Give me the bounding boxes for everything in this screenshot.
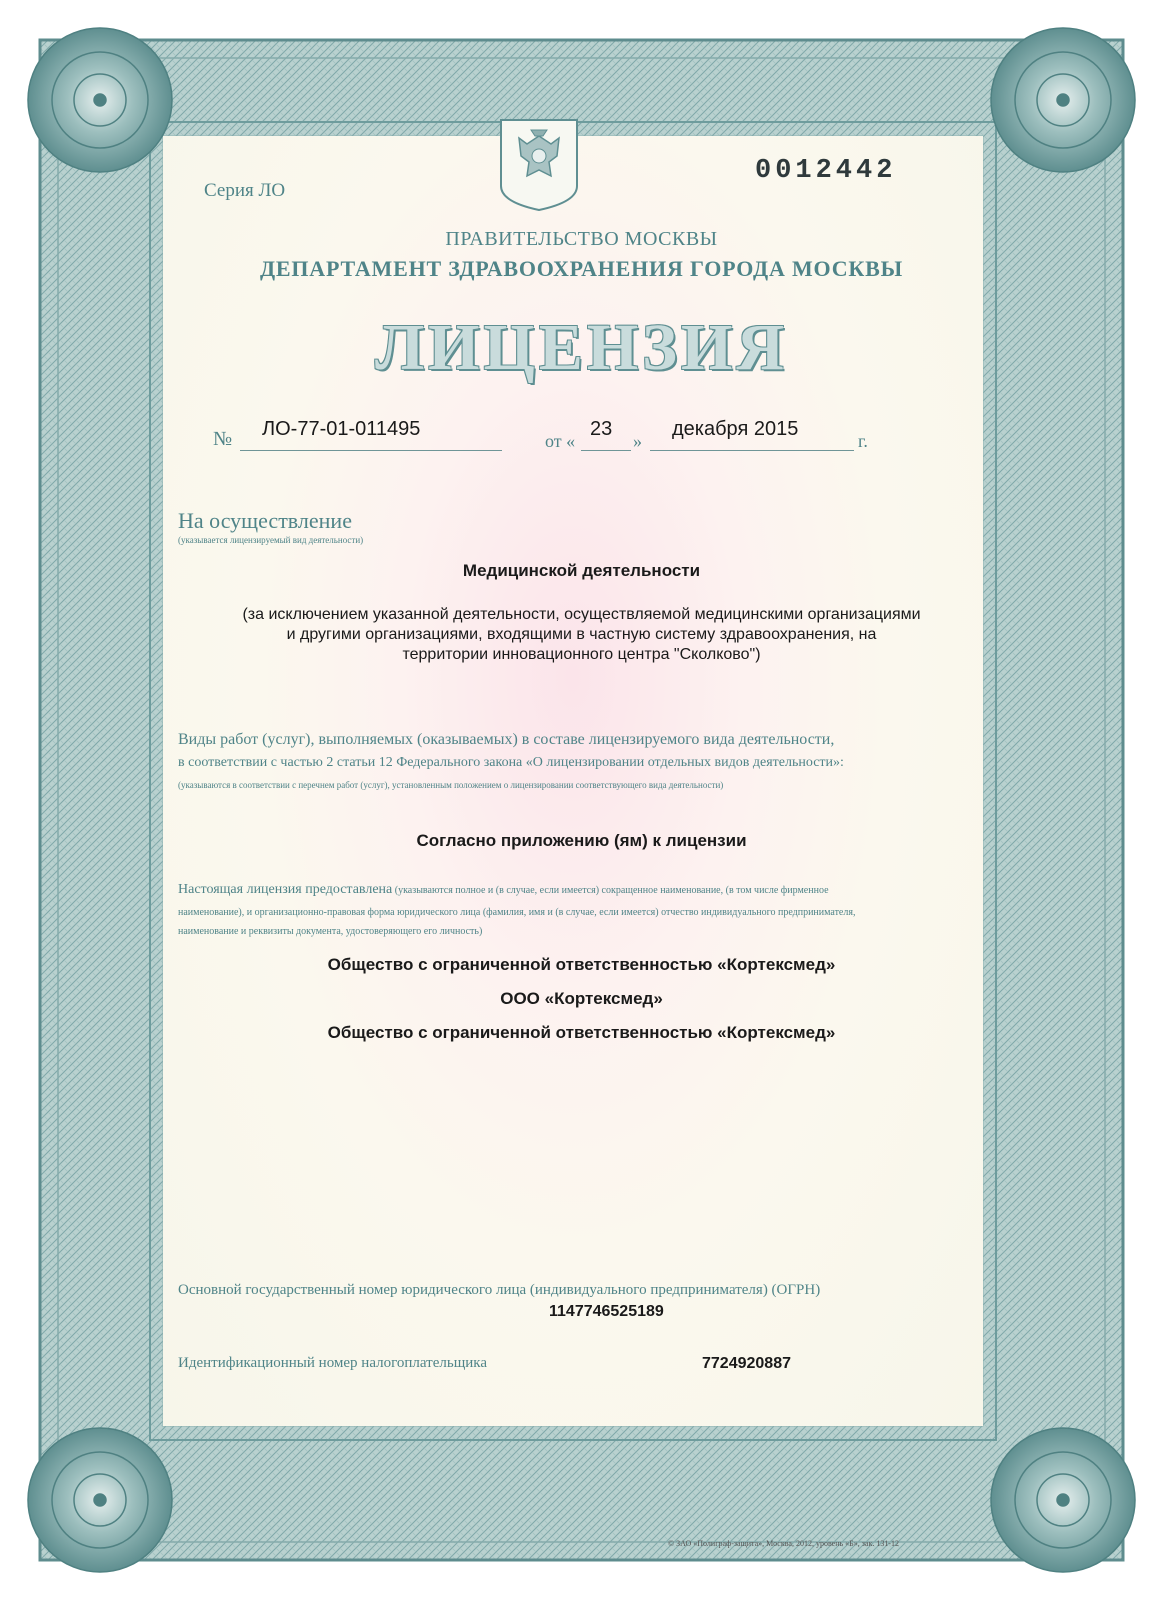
granted-note-line: наименование и реквизиты документа, удостоверяющего его личность) [178, 926, 483, 937]
activity-name: Медицинской деятельности [462, 561, 701, 580]
activity-clarification-line: территории инновационного центра "Сколково") [402, 646, 761, 663]
works-value: Согласно приложению (ям) к лицензии [416, 831, 747, 850]
rosette-bottom-right [991, 1428, 1135, 1572]
activity-note: (указывается лицензируемый вид деятельности) [178, 535, 364, 545]
inn-label: Идентификационный номер налогоплательщика [178, 1355, 488, 1371]
activity-clarification-line: и другими организациями, входящими в частную систему здравоохранения, на [286, 626, 877, 643]
granted-label: Настоящая лицензия предоставлена [178, 882, 393, 897]
license-number: ЛО-77-01-011495 [262, 418, 421, 440]
granted-label-line [178, 882, 829, 898]
number-sign: № [213, 428, 233, 450]
activity-label: На осуществление [178, 508, 352, 533]
coat-of-arms-icon [497, 116, 581, 212]
organization-brand-name: Общество с ограниченной ответственностью «Кортексмед» [327, 1023, 836, 1042]
year-suffix: г. [858, 431, 868, 451]
department-name: ДЕПАРТАМЕНТ ЗДРАВООХРАНЕНИЯ ГОРОДА МОСКВЫ [259, 256, 904, 281]
day-line [581, 450, 631, 451]
activity-clarification-line: (за исключением указанной деятельности, осуществляемой медицинскими организациями [242, 606, 921, 623]
license-form-number: 0012442 [755, 156, 897, 186]
granted-note-line: наименование), и организационно-правовая форма юридического лица (фамилия, имя и (в случае, если имеется) отчество индивидуального предпринимателя, [178, 907, 856, 918]
date-close-quote: » [633, 431, 642, 451]
date-from-label: от « [545, 431, 576, 451]
license-number-line [240, 450, 502, 451]
works-note: (указываются в соответствии с перечнем работ (услуг), установленным положением о лицензировании соответствующего вида деятельности) [178, 780, 724, 790]
ogrn-label: Основной государственный номер юридического лица (индивидуального предпринимателя) (ОГРН) [178, 1282, 821, 1298]
license-month-year: декабря 2015 [672, 418, 799, 440]
license-day: 23 [590, 418, 613, 440]
works-label-line: Виды работ (услуг), выполняемых (оказываемых) в составе лицензируемого вида деятельности, [178, 731, 835, 748]
granted-note: (указываются полное и (в случае, если имеется) сокращенное наименование, (в том числе фирменное [392, 885, 829, 896]
month-line [650, 450, 854, 451]
inn-value: 7724920887 [702, 1355, 791, 1372]
printer-imprint: © ЗАО «Полиграф-защита», Москва, 2012, уровень «Б», зак. 131-12 [668, 1539, 900, 1548]
works-label-line: в соответствии с частью 2 статьи 12 Федерального закона «О лицензировании отдельных видов деятельности»: [178, 755, 844, 770]
rosette-top-left [28, 28, 172, 172]
government-name: ПРАВИТЕЛЬСТВО МОСКВЫ [445, 228, 718, 250]
organization-full-name: Общество с ограниченной ответственностью «Кортексмед» [327, 955, 836, 974]
document-title: ЛИЦЕНЗИЯ [374, 311, 789, 384]
rosette-bottom-left [28, 1428, 172, 1572]
ogrn-value: 1147746525189 [549, 1303, 664, 1320]
organization-short-name: ООО «Кортексмед» [500, 989, 663, 1008]
series-label: Серия ЛО [204, 180, 286, 201]
rosette-top-right [991, 28, 1135, 172]
